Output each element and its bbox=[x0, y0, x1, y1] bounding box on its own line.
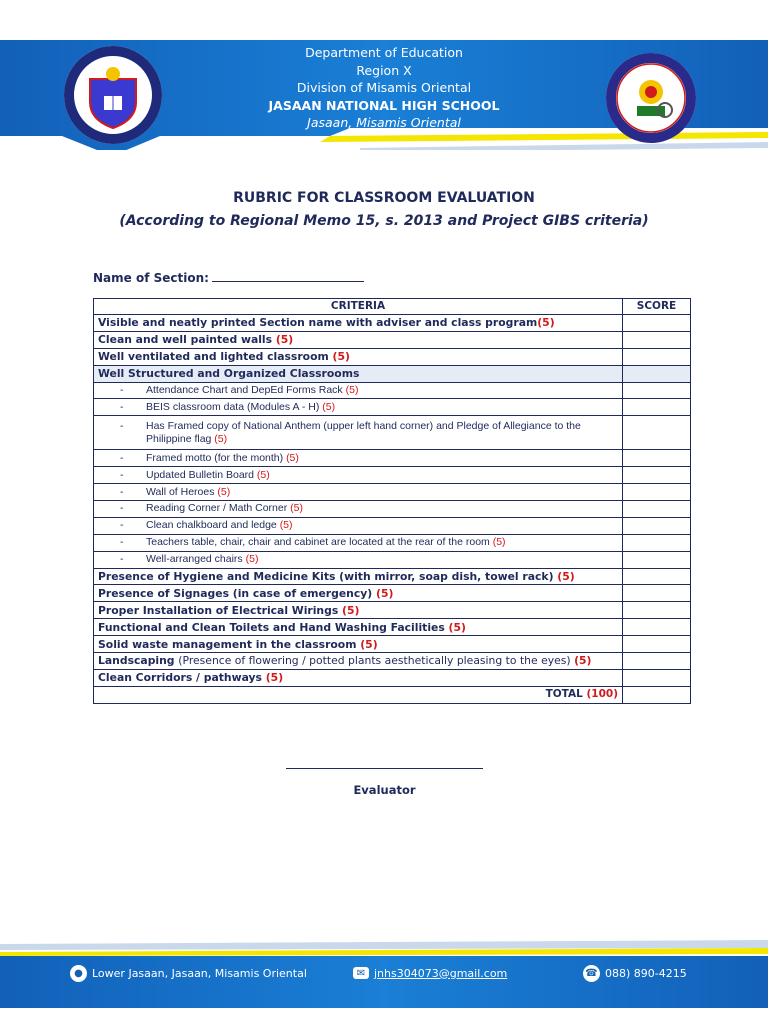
evaluator-signature-line bbox=[286, 768, 483, 769]
score-cell[interactable] bbox=[623, 416, 691, 450]
criteria-text-wrap bbox=[121, 486, 618, 499]
rubric-row bbox=[94, 365, 691, 382]
criteria-text: Teachers table, chair, chair and cabinet are located at the rear of the room bbox=[146, 536, 493, 549]
section-name-field bbox=[93, 270, 364, 285]
criteria-text: Solid waste management in the classroom bbox=[98, 637, 361, 651]
score-cell[interactable] bbox=[623, 636, 691, 653]
criteria-text: Well ventilated and lighted classroom bbox=[98, 350, 333, 364]
bullet-dash: - bbox=[120, 553, 124, 566]
total-label: TOTAL bbox=[545, 688, 587, 701]
envelope-icon: ✉ bbox=[353, 967, 369, 979]
bullet-dash: - bbox=[120, 400, 124, 413]
department-name: Department of Education bbox=[305, 45, 463, 60]
score-cell[interactable] bbox=[623, 467, 691, 484]
criteria-text-wrap bbox=[121, 519, 618, 532]
rubric-row bbox=[94, 669, 691, 686]
criteria-cell bbox=[94, 619, 623, 636]
criteria-text: Well-arranged chairs bbox=[146, 553, 246, 566]
bullet-dash: - bbox=[120, 468, 124, 481]
criteria-points: (5) bbox=[574, 654, 592, 668]
criteria-text: Clean chalkboard and ledge bbox=[146, 519, 280, 532]
rubric-row bbox=[94, 619, 691, 636]
criteria-points: (5) bbox=[256, 468, 270, 481]
bullet-dash: - bbox=[120, 536, 124, 549]
total-points: (100) bbox=[586, 688, 618, 701]
criteria-points: (5) bbox=[557, 570, 575, 584]
rubric-row bbox=[94, 331, 691, 348]
score-cell[interactable] bbox=[623, 365, 691, 382]
score-cell[interactable] bbox=[623, 348, 691, 365]
criteria-text: Proper Installation of Electrical Wirings bbox=[98, 603, 343, 617]
criteria-cell bbox=[94, 501, 623, 518]
rubric-row bbox=[94, 467, 691, 484]
footer-banner bbox=[0, 940, 768, 1024]
criteria-text: Presence of Signages (in case of emergency) bbox=[98, 586, 377, 600]
criteria-cell bbox=[94, 315, 623, 332]
deped-seal-logo bbox=[62, 44, 164, 146]
rubric-table bbox=[93, 298, 691, 704]
letterhead-text bbox=[200, 44, 568, 132]
criteria-text-wrap bbox=[121, 452, 618, 465]
criteria-points: (5) bbox=[286, 451, 299, 464]
document-title: RUBRIC FOR CLASSROOM EVALUATION bbox=[233, 190, 535, 206]
criteria-cell bbox=[94, 669, 623, 686]
rubric-row bbox=[94, 551, 691, 568]
document-subtitle: (According to Regional Memo 15, s. 2013 and Project GIBS criteria) bbox=[119, 213, 649, 229]
criteria-cell bbox=[94, 534, 623, 551]
criteria-header: CRITERIA bbox=[94, 299, 623, 315]
phone-icon: ☎ bbox=[583, 965, 600, 982]
criteria-points: (5) bbox=[214, 432, 228, 445]
footer-email-link[interactable]: jnhs304073@gmail.com bbox=[374, 966, 508, 980]
criteria-points: (5) bbox=[448, 620, 466, 634]
total-score-cell bbox=[623, 686, 691, 703]
rubric-row bbox=[94, 484, 691, 501]
section-name-label: Name of Section: bbox=[93, 271, 209, 285]
criteria-cell bbox=[94, 653, 623, 670]
rubric-row bbox=[94, 501, 691, 518]
score-header: SCORE bbox=[623, 299, 691, 315]
rubric-row bbox=[94, 517, 691, 534]
criteria-cell bbox=[94, 568, 623, 585]
rubric-row bbox=[94, 602, 691, 619]
school-seal-logo bbox=[605, 52, 697, 144]
score-cell[interactable] bbox=[623, 399, 691, 416]
school-name: JASAAN NATIONAL HIGH SCHOOL bbox=[268, 97, 500, 113]
criteria-points: (5) bbox=[376, 586, 394, 600]
criteria-text-wrap bbox=[121, 536, 618, 549]
criteria-text-wrap bbox=[121, 553, 618, 566]
criteria-points: (5) bbox=[537, 316, 555, 330]
criteria-cell bbox=[94, 331, 623, 348]
rubric-row bbox=[94, 399, 691, 416]
criteria-cell bbox=[94, 517, 623, 534]
evaluator-label: Evaluator bbox=[353, 783, 416, 797]
criteria-text: Has Framed copy of National Anthem (upper left hand corner) and Pledge of Allegiance to the Philippine flag bbox=[146, 419, 581, 445]
criteria-text-wrap bbox=[121, 401, 618, 414]
rubric-row bbox=[94, 636, 691, 653]
score-cell[interactable] bbox=[623, 331, 691, 348]
region-name: Region X bbox=[356, 62, 412, 78]
section-name-blank bbox=[212, 270, 364, 282]
criteria-cell bbox=[94, 636, 623, 653]
rubric-row bbox=[94, 568, 691, 585]
criteria-text: BEIS classroom data (Modules A - H) bbox=[146, 400, 323, 413]
criteria-cell bbox=[94, 551, 623, 568]
criteria-points: (5) bbox=[342, 603, 360, 617]
score-cell[interactable] bbox=[623, 517, 691, 534]
criteria-cell bbox=[94, 382, 623, 399]
score-cell[interactable] bbox=[623, 619, 691, 636]
criteria-points: (5) bbox=[332, 350, 350, 364]
criteria-points: (5) bbox=[360, 637, 378, 651]
criteria-cell bbox=[94, 602, 623, 619]
criteria-text-wrap bbox=[121, 384, 618, 397]
criteria-text: Clean Corridors / pathways bbox=[98, 671, 266, 685]
score-cell[interactable] bbox=[623, 501, 691, 518]
rubric-row bbox=[94, 416, 691, 450]
bullet-dash: - bbox=[120, 384, 124, 396]
rubric-row bbox=[94, 382, 691, 399]
table-header-row bbox=[94, 299, 691, 315]
criteria-points: (5) bbox=[217, 485, 231, 498]
footer-phone-text: 088) 890-4215 bbox=[605, 966, 687, 980]
letterhead-footer bbox=[0, 940, 768, 1024]
footer-phone bbox=[583, 964, 687, 982]
rubric-body bbox=[94, 315, 691, 687]
criteria-text: Attendance Chart and DepEd Forms Rack bbox=[146, 384, 346, 396]
rubric-row bbox=[94, 450, 691, 467]
bullet-dash: - bbox=[120, 451, 124, 464]
criteria-points: (5) bbox=[345, 384, 359, 396]
criteria-text: Landscaping bbox=[98, 654, 179, 668]
criteria-points: (5) bbox=[265, 671, 284, 685]
footer-address-text: Lower Jasaan, Jasaan, Misamis Oriental bbox=[92, 966, 307, 980]
rubric-row bbox=[94, 585, 691, 602]
bullet-dash: - bbox=[120, 485, 124, 498]
score-cell[interactable] bbox=[623, 653, 691, 670]
score-cell[interactable] bbox=[623, 450, 691, 467]
footer-email bbox=[353, 964, 507, 982]
criteria-points: (5) bbox=[279, 519, 293, 532]
criteria-text: Visible and neatly printed Section name with adviser and class program bbox=[98, 316, 538, 330]
score-cell[interactable] bbox=[623, 568, 691, 585]
score-cell[interactable] bbox=[623, 551, 691, 568]
criteria-cell bbox=[94, 467, 623, 484]
criteria-text: Functional and Clean Toilets and Hand Washing Facilities bbox=[98, 620, 449, 634]
score-cell[interactable] bbox=[623, 585, 691, 602]
bullet-dash: - bbox=[120, 502, 124, 515]
criteria-text: Presence of Hygiene and Medicine Kits (with mirror, soap dish, towel rack) bbox=[98, 570, 558, 584]
criteria-text: Clean and well painted walls bbox=[98, 333, 276, 347]
criteria-points: (5) bbox=[492, 536, 506, 549]
criteria-cell bbox=[94, 450, 623, 467]
score-cell[interactable] bbox=[623, 382, 691, 399]
rubric-row bbox=[94, 315, 691, 332]
criteria-text: Well Structured and Organized Classrooms bbox=[98, 367, 360, 381]
total-label-cell bbox=[94, 686, 623, 703]
criteria-cell bbox=[94, 365, 623, 382]
criteria-points: (5) bbox=[275, 333, 294, 347]
bullet-dash: - bbox=[120, 419, 124, 432]
score-cell[interactable] bbox=[623, 602, 691, 619]
score-cell[interactable] bbox=[623, 534, 691, 551]
criteria-cell bbox=[94, 416, 623, 450]
division-name: Division of Misamis Oriental bbox=[296, 80, 472, 95]
rubric-row bbox=[94, 348, 691, 365]
total-row bbox=[94, 686, 691, 703]
letterhead bbox=[0, 40, 768, 150]
criteria-points: (5) bbox=[245, 553, 259, 566]
criteria-text: Wall of Heroes bbox=[146, 485, 218, 498]
criteria-cell bbox=[94, 585, 623, 602]
criteria-text: Framed motto (for the month) bbox=[146, 451, 287, 464]
criteria-text: Updated Bulletin Board bbox=[146, 468, 257, 481]
criteria-text-wrap bbox=[121, 469, 618, 482]
criteria-cell bbox=[94, 484, 623, 501]
criteria-cell bbox=[94, 348, 623, 365]
criteria-text-wrap bbox=[121, 502, 618, 515]
school-location: Jasaan, Misamis Oriental bbox=[307, 115, 461, 130]
score-cell[interactable] bbox=[623, 484, 691, 501]
criteria-text: Reading Corner / Math Corner bbox=[146, 502, 291, 515]
bullet-dash: - bbox=[120, 519, 124, 532]
rubric-row bbox=[94, 653, 691, 670]
criteria-cell bbox=[94, 399, 623, 416]
rubric-row bbox=[94, 534, 691, 551]
criteria-points: (5) bbox=[290, 502, 303, 515]
score-cell[interactable] bbox=[623, 315, 691, 332]
location-pin-icon: ● bbox=[70, 965, 87, 982]
criteria-note: (Presence of flowering / potted plants aesthetically pleasing to the eyes) bbox=[178, 654, 575, 668]
footer-address bbox=[70, 964, 307, 982]
score-cell[interactable] bbox=[623, 669, 691, 686]
criteria-points: (5) bbox=[322, 400, 336, 413]
criteria-text-wrap bbox=[121, 420, 618, 446]
